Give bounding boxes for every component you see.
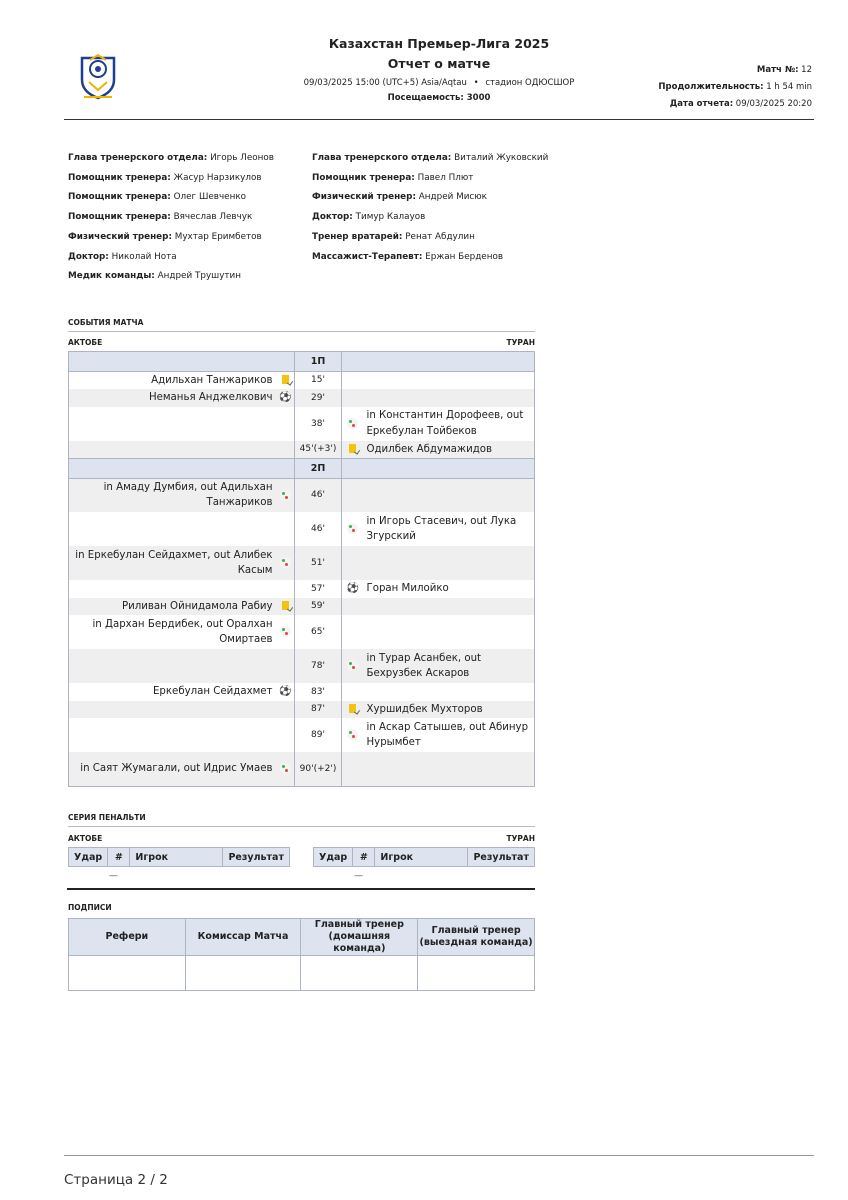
- match-events-table: [68, 351, 535, 787]
- staff-role: Физический тренер:: [312, 192, 416, 203]
- staff-name: Виталий Жуковский: [454, 153, 549, 163]
- report-date-label: Дата отчета:: [669, 99, 734, 109]
- staff-name: Николай Нота: [111, 251, 177, 262]
- event-row: [69, 546, 535, 580]
- sig-commissioner-box: [185, 956, 301, 991]
- report-date: [658, 96, 812, 113]
- away-staff-row: [312, 208, 548, 228]
- event-minute: 51': [295, 546, 342, 580]
- event-row: [69, 649, 535, 683]
- event-minute: 65': [295, 615, 342, 649]
- period-header-row: [69, 459, 535, 479]
- goal-ball-icon: ⚽: [346, 583, 359, 594]
- report-title: Отчет о матче: [387, 56, 491, 71]
- event-minute: 46': [295, 478, 342, 512]
- event-row: [69, 371, 535, 389]
- home-staff-row: [68, 248, 274, 268]
- period-blank: [342, 459, 535, 479]
- event-home-text: [69, 701, 277, 719]
- event-away-text: in Аскар Сатышев, out Абинур Нурымбет: [364, 718, 535, 752]
- event-away-text: [364, 478, 535, 512]
- staff-role: Помощник тренера:: [68, 212, 171, 223]
- staff-name: Ержан Берденов: [425, 251, 504, 262]
- header-center: [264, 35, 614, 105]
- attendance-label: Посещаемость:: [387, 93, 464, 103]
- event-away-text: [364, 546, 535, 580]
- event-home-text: [69, 441, 277, 459]
- event-away-icon-cell: [342, 718, 364, 752]
- event-home-icon-cell: [277, 701, 295, 719]
- sig-home-coach: [301, 919, 418, 956]
- penalty-away-team: ТУРАН: [506, 834, 535, 843]
- event-home-icon-cell: [277, 478, 295, 512]
- substitution-icon: [280, 763, 291, 774]
- event-minute: 78': [295, 649, 342, 683]
- match-number-value: 12: [801, 65, 812, 75]
- away-staff-row: [312, 169, 548, 189]
- event-home-icon-cell: [277, 512, 295, 546]
- page-number: Страница 2 / 2: [64, 1172, 168, 1188]
- col-player: Игрок: [130, 848, 223, 867]
- col-result: Результат: [223, 848, 290, 867]
- col-shot: Удар: [314, 848, 353, 867]
- event-minute: 59': [295, 598, 342, 616]
- events-home-team: АКТОБЕ: [68, 338, 103, 347]
- event-home-icon-cell: [277, 389, 295, 407]
- attendance-value: 3000: [466, 93, 491, 103]
- penalty-home-table: [68, 847, 290, 867]
- event-away-text: in Игорь Стасевич, out Лука Згурский: [364, 512, 535, 546]
- event-away-text: Одилбек Абдумажидов: [364, 441, 535, 459]
- event-home-icon-cell: [277, 441, 295, 459]
- match-number-label: Матч №:: [756, 65, 799, 75]
- event-minute: 87': [295, 701, 342, 719]
- penalty-away-table: [313, 847, 535, 867]
- event-home-icon-cell: [277, 752, 295, 786]
- staff-name: Тимур Калауов: [355, 212, 426, 223]
- yellow-card-icon: [349, 704, 356, 713]
- staff-role: Медик команды:: [68, 271, 155, 282]
- home-staff-row: [68, 188, 274, 208]
- event-away-text: Хуршидбек Мухторов: [364, 701, 535, 719]
- staff-role: Массажист-Терапевт:: [312, 251, 423, 262]
- event-minute: 38': [295, 407, 342, 441]
- event-row: [69, 718, 535, 752]
- staff-name: Ренат Абдулин: [405, 231, 475, 242]
- away-staff-row: [312, 188, 548, 208]
- report-header: [64, 30, 814, 120]
- event-home-text: in Амаду Думбия, out Адильхан Танжариков: [69, 478, 277, 512]
- away-staff-list: [312, 149, 548, 267]
- event-row: [69, 389, 535, 407]
- yellow-card-icon: [282, 601, 289, 610]
- attendance: [264, 92, 614, 105]
- event-away-icon-cell: [342, 407, 364, 441]
- event-home-icon-cell: [277, 683, 295, 701]
- penalty-home-header: [69, 848, 290, 867]
- event-minute: 83': [295, 683, 342, 701]
- staff-role: Доктор:: [68, 251, 109, 262]
- event-row: [69, 752, 535, 786]
- stadium: стадион ОДЮСШОР: [485, 78, 575, 88]
- event-away-text: [364, 389, 535, 407]
- event-minute: 46': [295, 512, 342, 546]
- event-row: [69, 407, 535, 441]
- event-home-text: [69, 718, 277, 752]
- penalty-section-title: СЕРИЯ ПЕНАЛЬТИ: [68, 813, 535, 827]
- event-away-icon-cell: [342, 371, 364, 389]
- staff-role: Помощник тренера:: [68, 172, 171, 183]
- home-staff-row: [68, 228, 274, 248]
- staff-name: Андрей Трушутин: [157, 271, 241, 282]
- event-away-icon-cell: [342, 615, 364, 649]
- event-minute: 90'(+2'): [295, 752, 342, 786]
- event-row: [69, 441, 535, 459]
- event-minute: 89': [295, 718, 342, 752]
- staff-role: Тренер вратарей:: [312, 231, 403, 242]
- penalty-away-empty: —: [354, 871, 363, 881]
- event-home-text: Адильхан Танжариков: [69, 371, 277, 389]
- home-staff-row: [68, 208, 274, 228]
- event-away-icon-cell: [342, 389, 364, 407]
- event-row: [69, 683, 535, 701]
- event-away-text: [364, 752, 535, 786]
- events-away-team: ТУРАН: [506, 338, 535, 347]
- home-staff-row: [68, 169, 274, 189]
- signatures-blank-row: [69, 956, 535, 991]
- penalty-team-row: [68, 834, 535, 844]
- event-home-text: in Дархан Бердибек, out Оралхан Омиртаев: [69, 615, 277, 649]
- event-home-icon-cell: [277, 598, 295, 616]
- event-home-text: in Саят Жумагали, out Идрис Умаев: [69, 752, 277, 786]
- events-team-row: [68, 338, 535, 348]
- event-minute: 29': [295, 389, 342, 407]
- col-player: Игрок: [375, 848, 468, 867]
- event-home-text: [69, 580, 277, 598]
- staff-name: Павел Плют: [417, 172, 474, 183]
- sig-commissioner: Комиссар Матча: [185, 919, 301, 956]
- separator-dot: •: [473, 78, 479, 88]
- event-home-text: Еркебулан Сейдахмет: [69, 683, 277, 701]
- league-name: Казахстан Премьер-Лига 2025: [328, 36, 550, 51]
- away-staff-row: [312, 228, 548, 248]
- match-number: [658, 62, 812, 79]
- signatures-header: [69, 919, 535, 956]
- event-away-icon-cell: [342, 546, 364, 580]
- event-away-icon-cell: [342, 598, 364, 616]
- event-home-text: in Еркебулан Сейдахмет, out Алибек Касым: [69, 546, 277, 580]
- penalty-home-empty: —: [109, 871, 118, 881]
- substitution-icon: [347, 660, 358, 671]
- staff-name: Игорь Леонов: [210, 153, 274, 163]
- staff-role: Помощник тренера:: [312, 172, 415, 183]
- event-home-text: Риливан Ойнидамола Рабиу: [69, 598, 277, 616]
- event-away-icon-cell: [342, 580, 364, 598]
- staff-name: Жасур Нарзикулов: [173, 172, 262, 183]
- match-datetime-venue: [264, 77, 614, 90]
- staff-name: Мухтар Еримбетов: [174, 231, 262, 242]
- sig-home-coach-box: [301, 956, 418, 991]
- col-shot: Удар: [69, 848, 108, 867]
- staff-role: Доктор:: [312, 212, 353, 223]
- event-row: [69, 615, 535, 649]
- away-staff-row: [312, 248, 548, 268]
- penalty-divider: [67, 888, 535, 890]
- staff-role: Физический тренер:: [68, 231, 172, 242]
- event-away-icon-cell: [342, 683, 364, 701]
- yellow-card-icon: [349, 444, 356, 453]
- goal-ball-icon: ⚽: [279, 392, 292, 403]
- event-row: [69, 701, 535, 719]
- header-meta: [658, 62, 812, 113]
- event-home-icon-cell: [277, 580, 295, 598]
- substitution-icon: [347, 418, 358, 429]
- event-minute: 57': [295, 580, 342, 598]
- league-logo: [78, 52, 118, 100]
- substitution-icon: [347, 523, 358, 534]
- sig-referee: Рефери: [69, 919, 186, 956]
- home-staff-row: [68, 267, 274, 287]
- substitution-icon: [280, 557, 291, 568]
- staff-name: Андрей Мисюк: [418, 192, 487, 203]
- event-home-text: [69, 407, 277, 441]
- sig-referee-box: [69, 956, 186, 991]
- duration: [658, 79, 812, 96]
- events-section-title: СОБЫТИЯ МАТЧА: [68, 318, 535, 332]
- event-away-text: [364, 598, 535, 616]
- staff-role: Глава тренерского отдела:: [68, 153, 208, 163]
- event-away-text: [364, 615, 535, 649]
- match-datetime: 09/03/2025 15:00 (UTC+5) Asia/Aqtau: [303, 78, 467, 88]
- event-home-icon-cell: [277, 546, 295, 580]
- staff-role: Помощник тренера:: [68, 192, 171, 203]
- substitution-icon: [347, 729, 358, 740]
- signatures-section-title: ПОДПИСИ: [68, 903, 112, 912]
- event-away-icon-cell: [342, 752, 364, 786]
- event-away-icon-cell: [342, 441, 364, 459]
- event-home-icon-cell: [277, 649, 295, 683]
- signatures-table: [68, 918, 535, 991]
- penalty-away-header: [314, 848, 535, 867]
- duration-value: 1 h 54 min: [766, 82, 812, 92]
- period-blank: [342, 352, 535, 372]
- sig-away-coach: [418, 919, 535, 956]
- report-date-value: 09/03/2025 20:20: [735, 99, 812, 109]
- event-minute: 45'(+3'): [295, 441, 342, 459]
- period-label: 2П: [295, 459, 342, 479]
- event-minute: 15': [295, 371, 342, 389]
- col-number: #: [108, 848, 130, 867]
- event-away-text: in Константин Дорофеев, out Еркебулан Тойбеков: [364, 407, 535, 441]
- event-home-text: Неманья Анджелкович: [69, 389, 277, 407]
- event-home-text: [69, 512, 277, 546]
- col-number: #: [353, 848, 375, 867]
- goal-ball-icon: ⚽: [279, 686, 292, 697]
- event-away-icon-cell: [342, 478, 364, 512]
- event-away-icon-cell: [342, 701, 364, 719]
- event-away-icon-cell: [342, 649, 364, 683]
- event-row: [69, 580, 535, 598]
- sig-away-coach-box: [418, 956, 535, 991]
- event-home-icon-cell: [277, 407, 295, 441]
- col-result: Результат: [468, 848, 535, 867]
- footer-divider: [64, 1155, 814, 1156]
- event-away-text: [364, 683, 535, 701]
- sig-away-coach-line2: (выездная команда): [419, 937, 533, 948]
- home-staff-list: [68, 149, 274, 287]
- event-away-text: Горан Милойко: [364, 580, 535, 598]
- event-away-text: [364, 371, 535, 389]
- event-row: [69, 478, 535, 512]
- penalty-home-team: АКТОБЕ: [68, 834, 103, 843]
- staff-name: Вячеслав Левчук: [173, 212, 253, 223]
- event-home-icon-cell: [277, 371, 295, 389]
- yellow-card-icon: [282, 375, 289, 384]
- substitution-icon: [280, 626, 291, 637]
- away-staff-row: [312, 149, 548, 169]
- period-blank: [69, 459, 295, 479]
- event-away-text: in Турар Асанбек, out Бехрузбек Аскаров: [364, 649, 535, 683]
- period-blank: [69, 352, 295, 372]
- sig-home-coach-line2: (домашняя команда): [328, 931, 391, 954]
- event-home-icon-cell: [277, 718, 295, 752]
- event-home-text: [69, 649, 277, 683]
- period-label: 1П: [295, 352, 342, 372]
- staff-name: Олег Шевченко: [173, 192, 247, 203]
- event-home-icon-cell: [277, 615, 295, 649]
- sig-home-coach-line1: Главный тренер: [314, 919, 404, 930]
- sig-away-coach-line1: Главный тренер: [431, 925, 521, 936]
- substitution-icon: [280, 490, 291, 501]
- staff-role: Глава тренерского отдела:: [312, 153, 452, 163]
- period-header-row: [69, 352, 535, 372]
- home-staff-row: [68, 149, 274, 169]
- duration-label: Продолжительность:: [658, 82, 764, 92]
- event-row: [69, 598, 535, 616]
- event-row: [69, 512, 535, 546]
- event-away-icon-cell: [342, 512, 364, 546]
